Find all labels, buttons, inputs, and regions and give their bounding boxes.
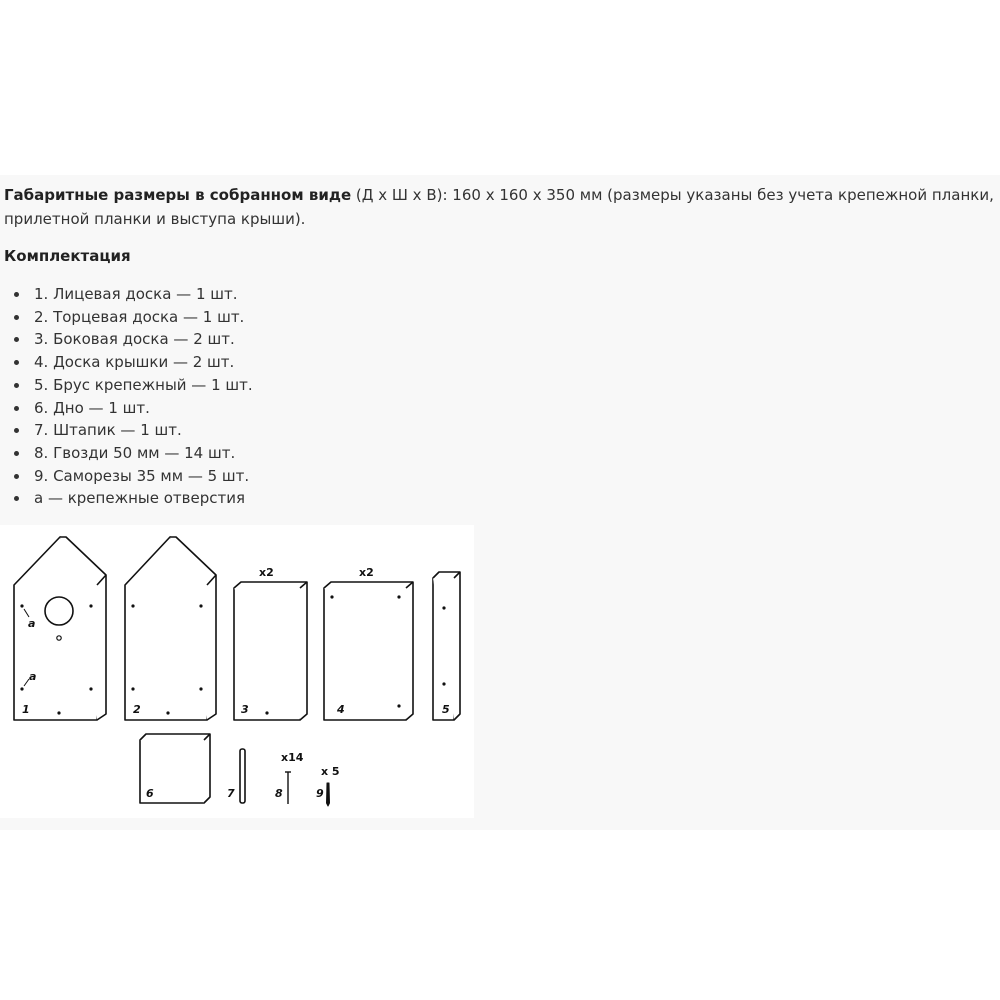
dimensions-paragraph bbox=[4, 183, 996, 231]
multiplier-nails: x14 bbox=[281, 751, 304, 764]
list-item: 3. Боковая доска — 2 шт. bbox=[0, 328, 253, 351]
list-item: 5. Брус крепежный — 1 шт. bbox=[0, 374, 253, 397]
part-number-3: 3 bbox=[241, 703, 249, 716]
part-number-6: 6 bbox=[146, 787, 154, 800]
list-item: а — крепежные отверстия bbox=[0, 487, 253, 510]
part-number-1: 1 bbox=[22, 703, 30, 716]
part-number-7: 7 bbox=[227, 787, 235, 800]
part-mounting-bar bbox=[433, 572, 460, 720]
multiplier-screws: x 5 bbox=[321, 765, 340, 778]
part-roof-board bbox=[324, 566, 413, 720]
part-bottom bbox=[140, 734, 210, 803]
kit-heading: Комплектация bbox=[4, 247, 131, 265]
list-item: 8. Гвозди 50 мм — 14 шт. bbox=[0, 442, 253, 465]
hole-label: a bbox=[28, 617, 36, 630]
part-number-9: 9 bbox=[316, 787, 324, 800]
multiplier-roof: x2 bbox=[359, 566, 374, 579]
part-nails bbox=[275, 751, 304, 804]
parts-list bbox=[0, 283, 253, 510]
part-number-2: 2 bbox=[133, 703, 141, 716]
part-number-5: 5 bbox=[442, 703, 450, 716]
entrance-hole bbox=[45, 597, 73, 625]
parts-diagram bbox=[0, 525, 474, 818]
hole-label: a bbox=[29, 670, 37, 683]
dimensions-text: (Д х Ш х В): 160 х 160 х 350 мм (размеры указаны без учета крепежной планки, прилетной планки и выступа крыши). bbox=[4, 186, 994, 228]
list-item: 1. Лицевая доска — 1 шт. bbox=[0, 283, 253, 306]
list-item: 4. Доска крышки — 2 шт. bbox=[0, 351, 253, 374]
part-number-8: 8 bbox=[275, 787, 283, 800]
list-item: 6. Дно — 1 шт. bbox=[0, 397, 253, 420]
list-item: 9. Саморезы 35 мм — 5 шт. bbox=[0, 465, 253, 488]
part-front-board bbox=[14, 537, 106, 720]
part-end-board bbox=[125, 537, 216, 720]
part-number-4: 4 bbox=[337, 703, 345, 716]
part-screws bbox=[316, 765, 340, 806]
list-item: 2. Торцевая доска — 1 шт. bbox=[0, 306, 253, 329]
multiplier-side: x2 bbox=[259, 566, 274, 579]
part-side-board bbox=[234, 566, 307, 720]
dimensions-label: Габаритные размеры в собранном виде bbox=[4, 186, 352, 204]
part-bead bbox=[227, 749, 245, 803]
list-item: 7. Штапик — 1 шт. bbox=[0, 419, 253, 442]
